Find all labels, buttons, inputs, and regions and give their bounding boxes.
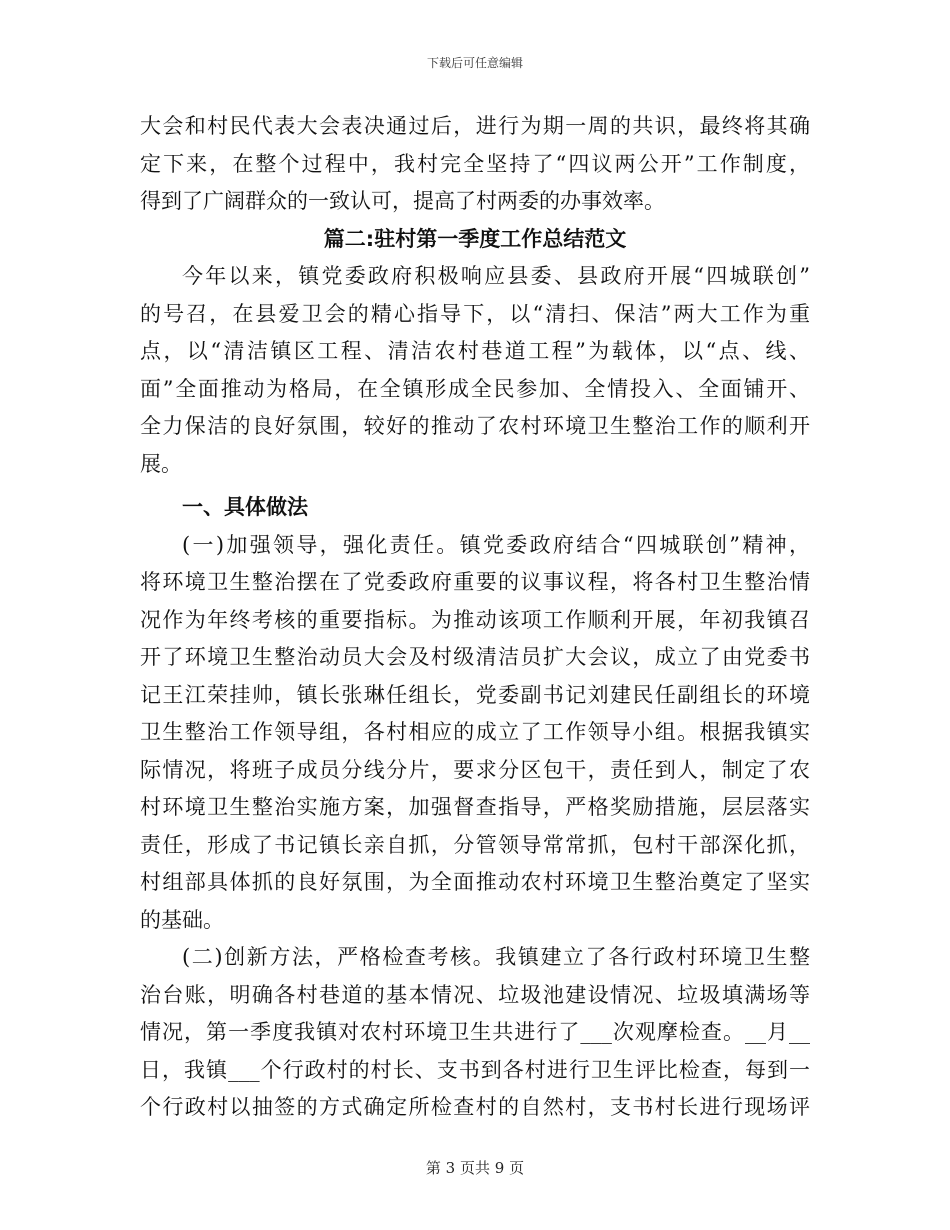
text-line: 日，我镇___个行政村的村长、支书到各村进行卫生评比检查，每到一: [140, 1057, 810, 1082]
text-line: 展。: [140, 451, 182, 476]
text-line: 定下来，在整个过程中，我村完全坚持了“四议两公开”工作制度，: [140, 151, 810, 176]
text-line: 得到了广阔群众的一致认可，提高了村两委的办事效率。: [140, 189, 665, 213]
text-line: (一)加强领导，强化责任。镇党委政府结合“四城联创”精神，: [182, 532, 810, 557]
subsection-heading: 一、具体做法: [182, 495, 308, 519]
text-line: 况作为年终考核的重要指标。为推动该项工作顺利开展，年初我镇召: [140, 607, 810, 632]
text-line: 记王江荣挂帅，镇长张琳任组长，党委副书记刘建民任副组长的环境: [140, 682, 810, 707]
text-line: (二)创新方法，严格检查考核。我镇建立了各行政村环境卫生整: [182, 945, 810, 969]
text-line: 面”全面推动为格局，在全镇形成全民参加、全情投入、全面铺开、: [140, 376, 810, 401]
text-line: 治台账，明确各村巷道的基本情况、垃圾池建设情况、垃圾填满场等: [140, 982, 810, 1007]
text-line: 大会和村民代表大会表决通过后，进行为期一周的共识，最终将其确: [140, 114, 810, 138]
text-line: 村组部具体抓的良好氛围，为全面推动农村环境卫生整治奠定了坚实: [140, 870, 810, 894]
section-title: 篇二:驻村第一季度工作总结范文: [323, 226, 627, 251]
text-line: 将环境卫生整治摆在了党委政府重要的议事议程，将各村卫生整治情: [140, 570, 810, 594]
text-line: 的基础。: [140, 907, 224, 932]
text-line: 际情况，将班子成员分线分片，要求分区包干，责任到人，制定了农: [140, 757, 810, 782]
text-line: 开了环境卫生整治动员大会及村级清洁员扩大会议，成立了由党委书: [140, 645, 810, 669]
text-line: 今年以来，镇党委政府积极响应县委、县政府开展“四城联创”: [182, 264, 810, 288]
text-line: 卫生整治工作领导组，各村相应的成立了工作领导小组。根据我镇实: [140, 720, 810, 744]
text-line: 个行政村以抽签的方式确定所检查村的自然村，支书村长进行现场评: [140, 1095, 810, 1119]
document-body: [140, 108, 810, 1127]
text-line: 点，以“清洁镇区工程、清洁农村巷道工程”为载体，以“点、线、: [140, 339, 810, 363]
text-line: 的号召，在县爱卫会的精心指导下，以“清扫、保洁”两大工作为重: [140, 301, 810, 326]
header-note: 下载后可任意编辑: [426, 56, 523, 70]
text-line: 全力保洁的良好氛围，较好的推动了农村环境卫生整治工作的顺利开: [140, 414, 810, 438]
text-line: 情况，第一季度我镇对农村环境卫生共进行了___次观摩检查。__月__: [140, 1020, 810, 1044]
page-number: 第 3 页共 9 页: [425, 1159, 525, 1177]
text-line: 村环境卫生整治实施方案，加强督查指导，严格奖励措施，层层落实: [140, 795, 810, 819]
text-line: 责任，形成了书记镇长亲自抓，分管领导常常抓，包村干部深化抓，: [140, 832, 810, 857]
